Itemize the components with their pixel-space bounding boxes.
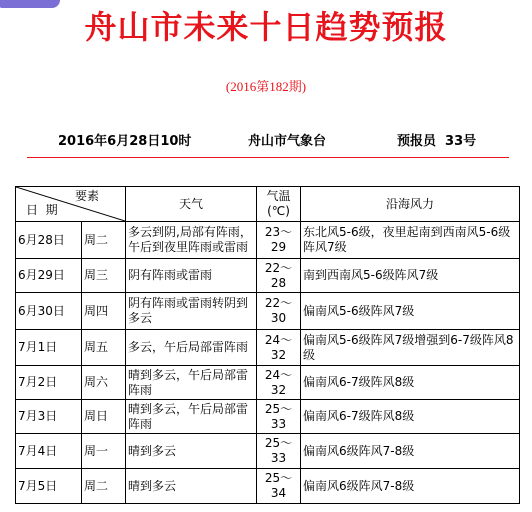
date-cell: 7月2日 — [16, 366, 82, 400]
temp-cell: 22～28 — [257, 259, 301, 293]
weekday-cell: 周二 — [82, 469, 126, 504]
date-cell: 6月29日 — [16, 259, 82, 293]
table-row — [16, 366, 520, 400]
weather-cell: 阴有阵雨或雷雨转阴到多云 — [126, 293, 257, 330]
header-wind: 沿海风力 — [301, 187, 520, 222]
wind-cell: 偏南风5-6级阵风7级增强到6-7级阵风8级 — [301, 330, 520, 366]
temp-cell: 23～29 — [257, 222, 301, 259]
weather-cell: 晴到多云，午后局部雷阵雨 — [126, 366, 257, 400]
header-temp — [257, 187, 301, 222]
temp-cell: 25～33 — [257, 434, 301, 469]
wind-cell: 偏南风5-6级阵风7级 — [301, 293, 520, 330]
table-row — [16, 222, 520, 259]
weekday-cell: 周四 — [82, 293, 126, 330]
temp-cell: 24～32 — [257, 330, 301, 366]
wind-cell: 偏南风6-7级阵风8级 — [301, 400, 520, 434]
header-weather: 天气 — [126, 187, 257, 222]
table-row — [16, 330, 520, 366]
temp-cell: 24～32 — [257, 366, 301, 400]
weekday-cell: 周日 — [82, 400, 126, 434]
temp-cell: 25～33 — [257, 400, 301, 434]
issue-time: 2016年6月28日10时 — [58, 134, 192, 149]
temp-cell: 25～34 — [257, 469, 301, 504]
date-cell: 7月4日 — [16, 434, 82, 469]
wind-cell: 偏南风6-7级阵风8级 — [301, 366, 520, 400]
header-element-label: 要素 — [74, 189, 99, 203]
weekday-cell: 周六 — [82, 366, 126, 400]
date-cell: 6月28日 — [16, 222, 82, 259]
table-row — [16, 434, 520, 469]
weekday-cell: 周一 — [82, 434, 126, 469]
weather-cell: 多云到阴,局部有阵雨，午后到夜里阵雨或雷雨 — [126, 222, 257, 259]
issue-number: (2016第182期) — [225, 79, 307, 94]
forecast-table — [15, 186, 520, 504]
date-cell: 7月5日 — [16, 469, 82, 504]
header-temp-unit: (℃) — [267, 204, 290, 218]
forecaster-id: 预报员 33号 — [397, 134, 477, 149]
weather-cell: 多云，午后局部雷阵雨 — [126, 330, 257, 366]
header-temp-label: 气温 — [266, 189, 291, 203]
page-title: 舟山市未来十日趋势预报 — [84, 8, 448, 46]
weekday-cell: 周二 — [82, 222, 126, 259]
weather-cell: 晴到多云，午后局部雷阵雨 — [126, 400, 257, 434]
date-cell: 7月3日 — [16, 400, 82, 434]
table-row — [16, 400, 520, 434]
date-cell: 6月30日 — [16, 293, 82, 330]
table-header-row — [16, 187, 520, 222]
diagonal-header-cell — [16, 187, 126, 222]
date-cell: 7月1日 — [16, 330, 82, 366]
weekday-cell: 周五 — [82, 330, 126, 366]
weather-cell: 晴到多云 — [126, 434, 257, 469]
temp-cell: 22～30 — [257, 293, 301, 330]
header-date-label: 日 期 — [26, 203, 58, 217]
table-row — [16, 293, 520, 330]
wind-cell: 南到西南风5-6级阵风7级 — [301, 259, 520, 293]
weekday-cell: 周三 — [82, 259, 126, 293]
weather-cell: 阴有阵雨或雷雨 — [126, 259, 257, 293]
weather-cell: 晴到多云 — [126, 469, 257, 504]
wind-cell: 偏南风6级阵风7-8级 — [301, 434, 520, 469]
table-row — [16, 259, 520, 293]
header-divider — [27, 157, 509, 158]
table-row — [16, 469, 520, 504]
wind-cell: 东北风5-6级，夜里起南到西南风5-6级阵风7级 — [301, 222, 520, 259]
wind-cell: 偏南风6级阵风7-8级 — [301, 469, 520, 504]
agency-name: 舟山市气象台 — [248, 134, 327, 149]
